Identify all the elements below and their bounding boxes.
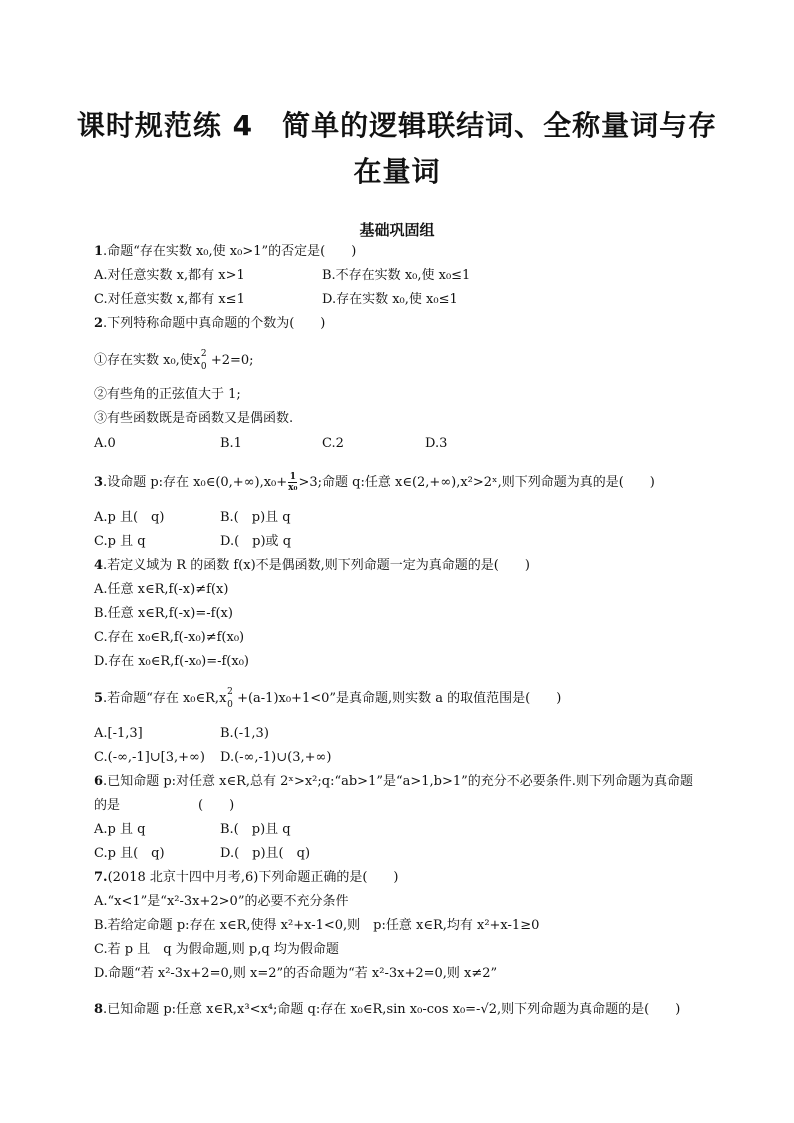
q7-option-a: A.“x<1”是“x²-3x+2>0”的必要不充分条件 [94, 894, 349, 909]
page-title-line1: 课时规范练 4 简单的逻辑联结词、全称量词与存 [76, 109, 718, 142]
q8-stem: 8.已知命题 p:任意 x∈R,x³<x⁴;命题 q:存在 x₀∈R,sin x₀-cos x₀=-√2,则下列命题为真命题的是( ) [94, 1002, 681, 1017]
page-title-line2: 在量词 [353, 155, 441, 188]
q3-option-b: B.( p)且 q [220, 510, 291, 525]
q6-option-d: D.( p)且( q) [220, 846, 311, 861]
q7-option-d: D.命题“若 x²-3x+2=0,则 x=2”的否命题为“若 x²-3x+2=0,则 x≠2” [94, 966, 498, 981]
q7-stem: 7.(2018 北京十四中月考,6)下列命题正确的是( ) [94, 870, 399, 885]
q3-option-c: C.p 且 q [94, 534, 146, 549]
q2-option-a: A.0 [94, 436, 116, 451]
q4-option-a: A.任意 x∈R,f(-x)≠f(x) [94, 582, 229, 597]
q5-option-c: C.(-∞,-1]∪[3,+∞) [94, 750, 205, 765]
q6-stem-continued: 的是 ( ) [94, 798, 235, 813]
q3-fraction: $\frac{1}{\text{x₀}}$ [288, 472, 298, 493]
q7-option-c: C.若 p 且 q 为假命题,则 p,q 均为假命题 [94, 942, 339, 957]
section-heading: 基础巩固组 [359, 221, 435, 239]
q1-option-d: D.存在实数 x₀,使 x₀≤1 [322, 292, 458, 307]
q2-statement-2: ②有些角的正弦值大于 1; [94, 387, 241, 402]
q5-option-a: A.[-1,3] [94, 726, 143, 741]
q5-stem: 5.若命题“存在 x₀∈R,x 2 0 +(a-1)x₀+1<0”是真命题,则实数 a 的取值范围是( ) [94, 687, 562, 710]
q1-stem: 1.命题“存在实数 x₀,使 x₀>1”的否定是( ) [94, 244, 357, 259]
q1-option-b: B.不存在实数 x₀,使 x₀≤1 [322, 268, 471, 283]
q3-option-d: D.( p)或 q [220, 534, 292, 549]
q1-option-c: C.对任意实数 x,都有 x≤1 [94, 292, 245, 307]
q5-option-d: D.(-∞,-1)∪(3,+∞) [220, 750, 332, 765]
q4-option-c: C.存在 x₀∈R,f(-x₀)≠f(x₀) [94, 630, 245, 645]
q3-stem: 3.设命题 p:存在 x₀∈(0,+∞),x₀+ $\frac{1}{\text{x₀}}$ >3;命题 q:任意 x∈(2,+∞),x²>2ˣ,则下列命题为真的是( ) [94, 472, 655, 493]
q2-option-b: B.1 [220, 436, 242, 451]
q3-option-a: A.p 且( q) [94, 510, 165, 525]
q7-option-b: B.若给定命题 p:存在 x∈R,使得 x²+x-1<0,则 p:任意 x∈R,均有 x²+x-1≥0 [94, 918, 540, 933]
q2-statement-1: ①存在实数 x₀,使x 2 0 +2=0; [94, 349, 254, 372]
q6-option-a: A.p 且 q [94, 822, 146, 837]
q4-stem: 4.若定义域为 R 的函数 f(x)不是偶函数,则下列命题一定为真命题的是( ) [94, 558, 530, 573]
q4-option-d: D.存在 x₀∈R,f(-x₀)=-f(x₀) [94, 654, 249, 669]
q6-option-b: B.( p)且 q [220, 822, 291, 837]
q2-statement-3: ③有些函数既是奇函数又是偶函数. [94, 411, 294, 426]
q2-option-d: D.3 [425, 436, 448, 451]
q5-option-b: B.(-1,3) [220, 726, 269, 741]
q2-option-c: C.2 [322, 436, 344, 451]
q6-option-c: C.p 且( q) [94, 846, 165, 861]
q4-option-b: B.任意 x∈R,f(-x)=-f(x) [94, 606, 233, 621]
q2-stem: 2.下列特称命题中真命题的个数为( ) [94, 316, 326, 331]
q1-option-a: A.对任意实数 x,都有 x>1 [94, 268, 245, 283]
q6-stem: 6.已知命题 p:对任意 x∈R,总有 2ˣ>x²;q:“ab>1”是“a>1,b>1”的充分不必要条件.则下列命题为真命题 [94, 774, 693, 789]
